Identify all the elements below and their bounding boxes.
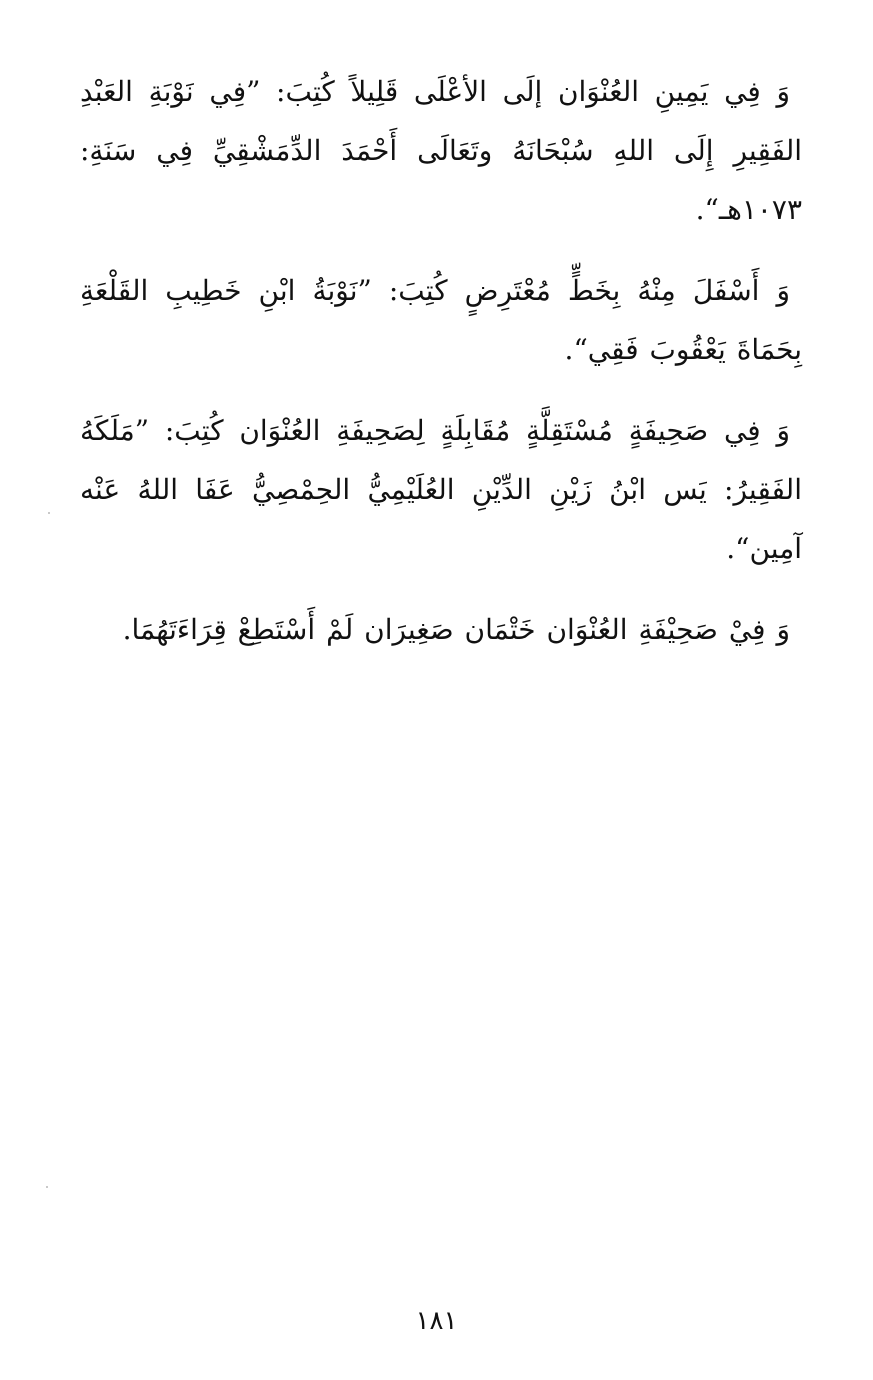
page-number: ١٨١ [415,1306,458,1336]
page-body [80,62,802,681]
paragraph-1: وَ فِي يَمِينِ العُنْوَان إلَى الأعْلَى قَلِيلاً كُتِبَ: ”فِي نَوْبَةِ العَبْدِ الفَقِيرِ إِلَى اللهِ سُبْحَانَهُ وتَعَالَى أَحْمَدَ الدِّمَشْقِيِّ فِي سَنَةِ: ١٠٧٣هـ“. [80,75,802,226]
paragraph-3: وَ فِي صَحِيفَةٍ مُسْتَقِلَّةٍ مُقَابِلَةٍ لِصَحِيفَةِ العُنْوَان كُتِبَ: ”مَلَكَهُ الفَقِيرُ: يَس ابْنُ زَيْنِ الدِّيْنِ العُلَيْمِيُّ الحِمْصِيُّ عَفَا اللهُ عَنْه آمِين“. [80,414,802,565]
scan-speck [46,1186,48,1188]
paragraph-4: وَ فِيْ صَحِيْفَةِ العُنْوَان خَتْمَان صَغِيرَان لَمْ أَسْتَطِعْ قِرَاءَتَهُمَا. [122,613,790,646]
scan-speck [48,512,50,514]
paragraph-2: وَ أَسْفَلَ مِنْهُ بِخَطٍّ مُعْتَرِضٍ كُتِبَ: ”نَوْبَةُ ابْنِ خَطِيبِ القَلْعَةِ بِحَمَاةَ يَعْقُوبَ فَقِي“. [80,274,802,366]
